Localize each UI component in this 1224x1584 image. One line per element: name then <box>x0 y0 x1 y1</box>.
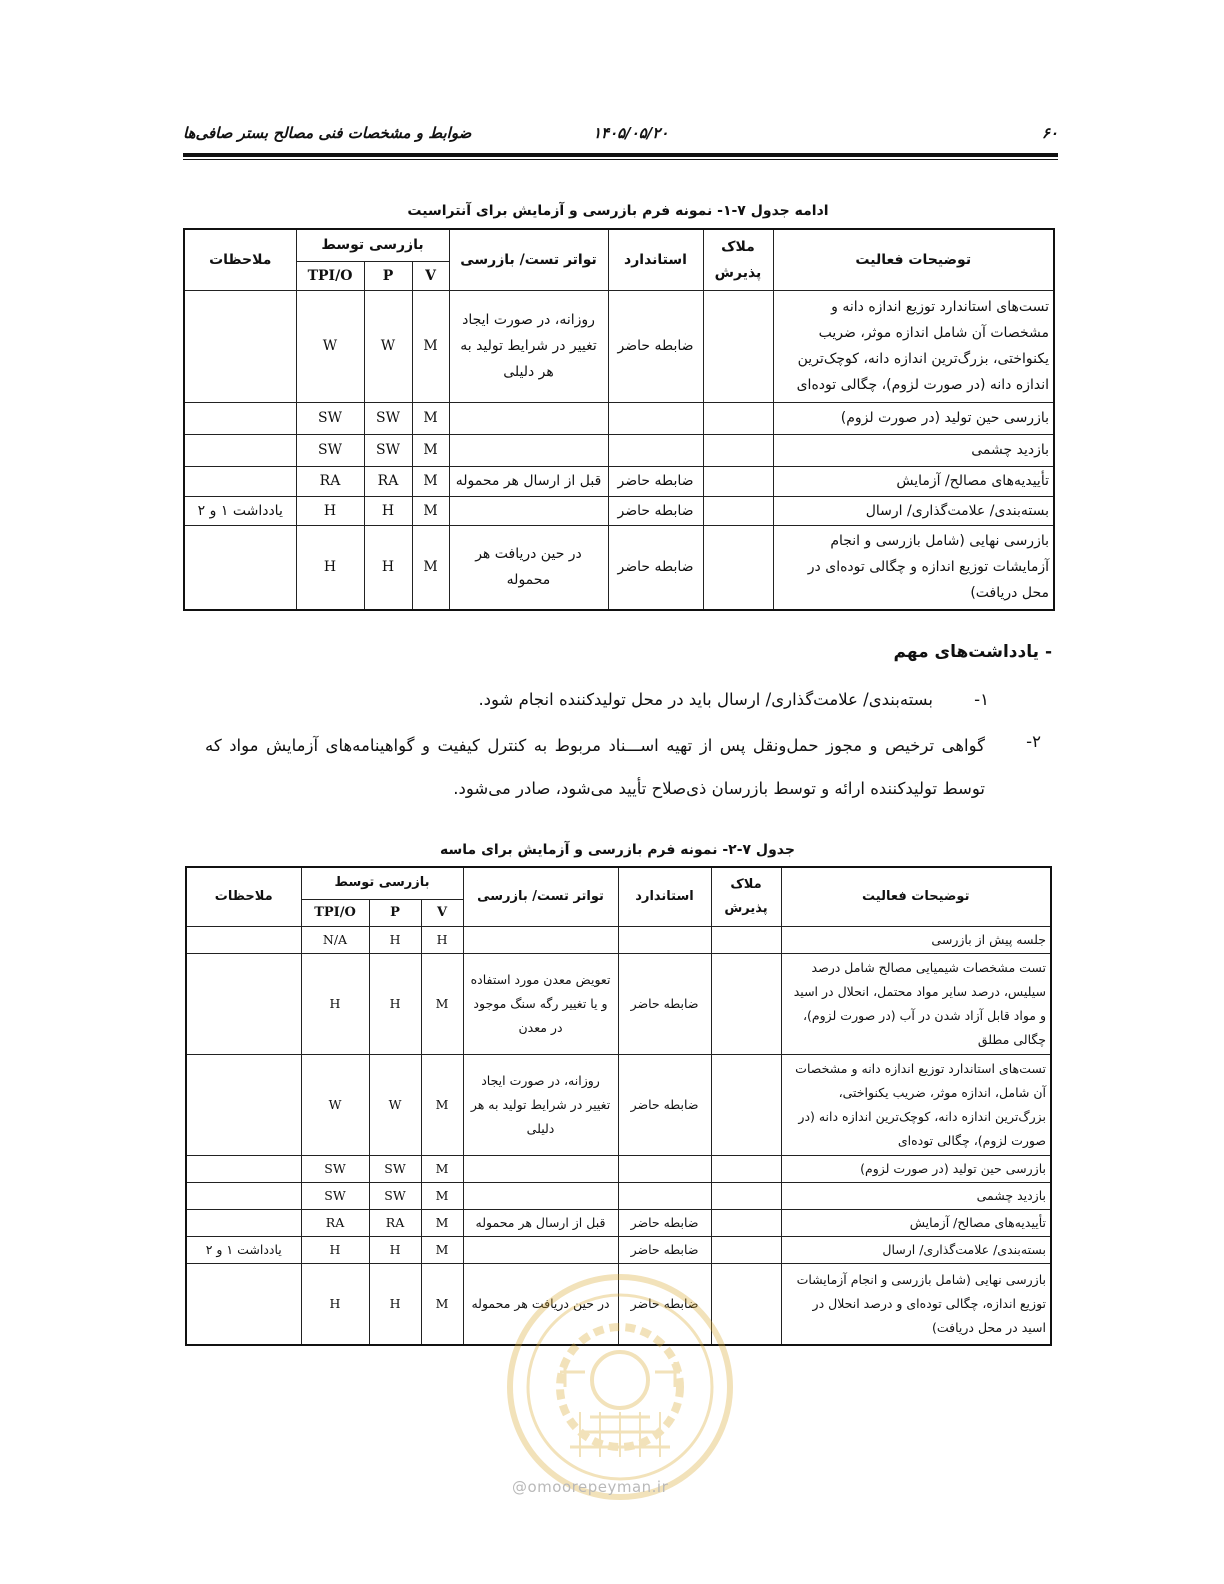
activity-cell: بازرسی حین تولید (در صورت لزوم) <box>781 1155 1051 1182</box>
frequency-cell: قبل از ارسال هر محموله <box>449 466 608 496</box>
frequency-cell <box>449 402 608 434</box>
frequency-cell <box>463 1155 618 1182</box>
standard-cell: ضابطه حاضر <box>608 290 703 402</box>
activity-cell: تست‌های استاندارد توزیع اندازه دانه و مشخصات آن شامل، اندازه موثر، ضریب یکنواختی، بزرگ‌ترین اندازه دانه، کوچک‌ترین اندازه دانه (در صورت لزوم)، چگالی توده‌ای <box>781 1054 1051 1155</box>
page-header <box>183 120 1058 150</box>
frequency-cell: قبل از ارسال هر محموله <box>463 1209 618 1236</box>
watermark-seal-icon <box>490 1262 750 1512</box>
table2-header-acceptance: ملاک پذیرش <box>711 867 781 926</box>
standard-cell: ضابطه حاضر <box>618 1263 711 1345</box>
note-item-1 <box>183 690 989 720</box>
remarks-cell <box>186 953 301 1054</box>
acceptance-cell <box>703 466 773 496</box>
header-title: ضوابط و مشخصات فنی مصالح بستر صافی‌ها <box>183 124 472 142</box>
acceptance-cell <box>703 290 773 402</box>
note-item-2 <box>183 724 1041 814</box>
tpio-cell: W <box>301 1054 369 1155</box>
activity-cell: بازرسی نهایی (شامل بازرسی و انجام آزمایشات توزیع اندازه و چگالی توده‌ای در محل دریافت) <box>773 525 1054 610</box>
notes-title: - یادداشت‌های مهم <box>893 642 1052 662</box>
table-row <box>186 1182 1051 1209</box>
tpio-cell: N/A <box>301 926 369 953</box>
v-cell: M <box>412 525 449 610</box>
v-cell: M <box>421 1236 463 1263</box>
p-cell: H <box>369 926 421 953</box>
v-cell: M <box>421 1054 463 1155</box>
table2-caption: جدول ۷-۲- نمونه فرم بازرسی و آزمایش برای ماسه <box>440 842 795 858</box>
table-row <box>184 466 1054 496</box>
table2-header-v: V <box>421 899 463 926</box>
remarks-cell <box>184 434 296 466</box>
remarks-cell <box>186 1054 301 1155</box>
note-text: گواهی ترخیص و مجوز حمل‌ونقل پس از تهیه اســـناد مربوط به کنترل کیفیت و گواهینامه‌های آزمایش مواد که توسط تولیدکننده ارائه و توسط بازرسان ذی‌صلاح تأیید می‌شود، صادر می‌شود. <box>205 736 985 798</box>
p-cell: SW <box>369 1155 421 1182</box>
v-cell: M <box>421 953 463 1054</box>
remarks-cell: یادداشت ۱ و ۲ <box>184 496 296 525</box>
acceptance-cell <box>711 1182 781 1209</box>
header-rule-thick <box>183 153 1058 157</box>
table1-caption: ادامه جدول ۷-۱- نمونه فرم بازرسی و آزمایش برای آنتراسیت <box>407 203 829 219</box>
remarks-cell <box>186 926 301 953</box>
tpio-cell: H <box>301 953 369 1054</box>
activity-cell: بسته‌بندی/ علامت‌گذاری/ ارسال <box>781 1236 1051 1263</box>
v-cell: M <box>421 1155 463 1182</box>
v-cell: H <box>421 926 463 953</box>
table2-header-activity: توضیحات فعالیت <box>781 867 1051 926</box>
remarks-cell <box>186 1182 301 1209</box>
remarks-cell <box>184 466 296 496</box>
acceptance-cell <box>703 402 773 434</box>
v-cell: M <box>412 496 449 525</box>
tpio-cell: SW <box>301 1155 369 1182</box>
table-row <box>184 434 1054 466</box>
table1-header-v: V <box>412 261 449 290</box>
p-cell: SW <box>369 1182 421 1209</box>
tpio-cell: H <box>301 1263 369 1345</box>
v-cell: M <box>412 402 449 434</box>
table-row <box>186 1155 1051 1182</box>
table-row <box>186 1054 1051 1155</box>
remarks-cell <box>186 1263 301 1345</box>
p-cell: H <box>369 953 421 1054</box>
frequency-cell <box>449 496 608 525</box>
note-text: بسته‌بندی/ علامت‌گذاری/ ارسال باید در محل تولیدکننده انجام شود. <box>478 690 933 709</box>
watermark-text: @omoorepeyman.ir <box>512 1478 669 1496</box>
acceptance-cell <box>711 1236 781 1263</box>
header-rule-thin <box>183 159 1058 160</box>
table2-header-frequency: تواتر تست/ بازرسی <box>463 867 618 926</box>
activity-cell: تست‌های استاندارد توزیع اندازه دانه و مشخصات آن شامل اندازه موثر، ضریب یکنواختی، بزرگ‌ترین اندازه دانه، کوچک‌ترین اندازه دانه (در صورت لزوم)، چگالی توده‌ای <box>773 290 1054 402</box>
p-cell: SW <box>364 434 412 466</box>
frequency-cell <box>463 1182 618 1209</box>
tpio-cell: RA <box>301 1209 369 1236</box>
v-cell: M <box>412 466 449 496</box>
acceptance-cell <box>711 926 781 953</box>
standard-cell: ضابطه حاضر <box>618 1054 711 1155</box>
remarks-cell: یادداشت ۱ و ۲ <box>186 1236 301 1263</box>
p-cell: W <box>364 290 412 402</box>
v-cell: M <box>412 290 449 402</box>
acceptance-cell <box>703 525 773 610</box>
standard-cell <box>608 402 703 434</box>
v-cell: M <box>421 1209 463 1236</box>
frequency-cell <box>449 434 608 466</box>
activity-cell: تست مشخصات شیمیایی مصالح شامل درصد سیلیس، درصد سایر مواد محتمل، انحلال در اسید و مواد قابل آزاد شدن در آب (در صورت لزوم)، چگالی مطلق <box>781 953 1051 1054</box>
table1-header-tpio: TPI/O <box>296 261 364 290</box>
frequency-cell <box>463 926 618 953</box>
table-row <box>184 525 1054 610</box>
frequency-cell: روزانه، در صورت ایجاد تغییر در شرایط تولید به هر دلیلی <box>463 1054 618 1155</box>
tpio-cell: SW <box>296 434 364 466</box>
table1-inspection-form <box>183 228 1055 611</box>
acceptance-cell <box>711 1054 781 1155</box>
standard-cell <box>618 1155 711 1182</box>
standard-cell: ضابطه حاضر <box>608 466 703 496</box>
table1-header-inspection-by: بازرسی توسط <box>296 229 449 261</box>
remarks-cell <box>184 290 296 402</box>
remarks-cell <box>186 1209 301 1236</box>
table1-header-remarks: ملاحظات <box>184 229 296 290</box>
p-cell: H <box>364 525 412 610</box>
activity-cell: بسته‌بندی/ علامت‌گذاری/ ارسال <box>773 496 1054 525</box>
note-number: ۲- <box>1026 732 1041 751</box>
activity-cell: تأییدیه‌های مصالح/ آزمایش <box>773 466 1054 496</box>
p-cell: W <box>369 1054 421 1155</box>
tpio-cell: RA <box>296 466 364 496</box>
frequency-cell: در حین دریافت هر محموله <box>449 525 608 610</box>
v-cell: M <box>421 1182 463 1209</box>
table-row <box>184 402 1054 434</box>
table-row <box>184 496 1054 525</box>
standard-cell: ضابطه حاضر <box>608 496 703 525</box>
activity-cell: بازرسی نهایی (شامل بازرسی و انجام آزمایشات توزیع اندازه، چگالی توده‌ای و درصد انحلال در اسید در محل دریافت) <box>781 1263 1051 1345</box>
standard-cell <box>618 1182 711 1209</box>
header-date: ۱۴۰۵/۰۵/۲۰ <box>593 124 669 142</box>
table2-header-remarks: ملاحظات <box>186 867 301 926</box>
v-cell: M <box>421 1263 463 1345</box>
standard-cell: ضابطه حاضر <box>618 1209 711 1236</box>
standard-cell <box>618 926 711 953</box>
tpio-cell: W <box>296 290 364 402</box>
table2-header-tpio: TPI/O <box>301 899 369 926</box>
table2-header-inspection-by: بازرسی توسط <box>301 867 463 899</box>
standard-cell <box>608 434 703 466</box>
table2-header-p: P <box>369 899 421 926</box>
table1-header-standard: استاندارد <box>608 229 703 290</box>
remarks-cell <box>186 1155 301 1182</box>
table-row <box>186 1209 1051 1236</box>
acceptance-cell <box>703 496 773 525</box>
p-cell: RA <box>364 466 412 496</box>
activity-cell: جلسه پیش از بازرسی <box>781 926 1051 953</box>
acceptance-cell <box>711 953 781 1054</box>
p-cell: RA <box>369 1209 421 1236</box>
standard-cell: ضابطه حاضر <box>618 953 711 1054</box>
table2-header-standard: استاندارد <box>618 867 711 926</box>
p-cell: H <box>364 496 412 525</box>
table-row <box>184 290 1054 402</box>
table1-header-acceptance: ملاک پذیرش <box>703 229 773 290</box>
tpio-cell: SW <box>301 1182 369 1209</box>
table1-header-frequency: تواتر تست/ بازرسی <box>449 229 608 290</box>
tpio-cell: H <box>301 1236 369 1263</box>
p-cell: H <box>369 1236 421 1263</box>
frequency-cell: در حین دریافت هر محموله <box>463 1263 618 1345</box>
standard-cell: ضابطه حاضر <box>608 525 703 610</box>
acceptance-cell <box>703 434 773 466</box>
remarks-cell <box>184 402 296 434</box>
frequency-cell: تعویض معدن مورد استفاده و یا تغییر رگه سنگ موجود در معدن <box>463 953 618 1054</box>
table-row <box>186 953 1051 1054</box>
activity-cell: بازرسی حین تولید (در صورت لزوم) <box>773 402 1054 434</box>
tpio-cell: SW <box>296 402 364 434</box>
activity-cell: بازدید چشمی <box>773 434 1054 466</box>
acceptance-cell <box>711 1155 781 1182</box>
tpio-cell: H <box>296 525 364 610</box>
table-row <box>186 1236 1051 1263</box>
acceptance-cell <box>711 1209 781 1236</box>
p-cell: H <box>369 1263 421 1345</box>
activity-cell: بازدید چشمی <box>781 1182 1051 1209</box>
remarks-cell <box>184 525 296 610</box>
activity-cell: تأییدیه‌های مصالح/ آزمایش <box>781 1209 1051 1236</box>
standard-cell: ضابطه حاضر <box>618 1236 711 1263</box>
table1-header-p: P <box>364 261 412 290</box>
frequency-cell: روزانه، در صورت ایجاد تغییر در شرایط تولید به هر دلیلی <box>449 290 608 402</box>
table1-header-activity: توضیحات فعالیت <box>773 229 1054 290</box>
frequency-cell <box>463 1236 618 1263</box>
p-cell: SW <box>364 402 412 434</box>
page-number: ۶۰ <box>1041 124 1058 142</box>
v-cell: M <box>412 434 449 466</box>
table-row <box>186 926 1051 953</box>
tpio-cell: H <box>296 496 364 525</box>
note-number: ۱- <box>974 690 989 709</box>
